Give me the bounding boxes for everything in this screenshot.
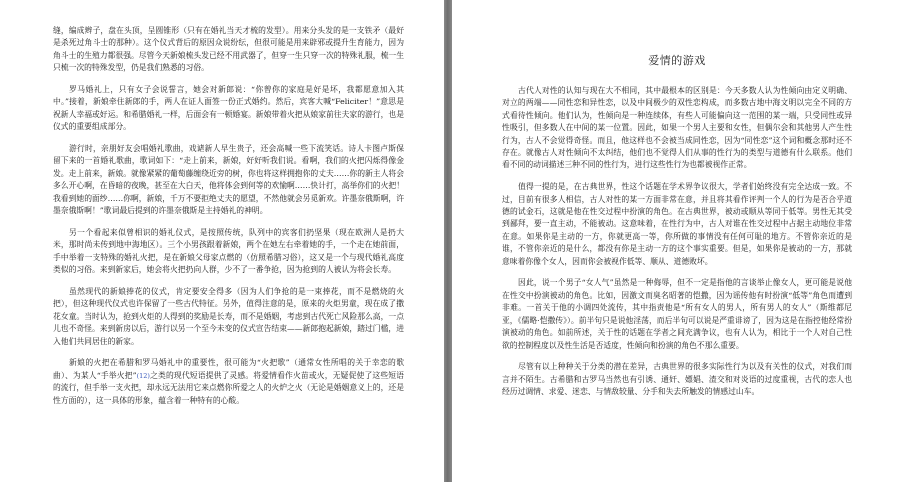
left-paragraph-4: 另一个看起来似曾相识的婚礼仪式，是按照传统，队列中的宾客们扔坚果（现在欧洲人是扔大米，那时尚未传到地中海地区）。三个小男孩跟着新娘，两个在她左右牵着她的手，一个走在她前面，手中举着一支特殊的婚礼火把，是在新娘父母家点燃的（仿照希腊习俗），这又是一个与现代婚礼高度类似的习俗。来到新家后，她会将火把扔向人群，少不了一番争抢，因为抢到的人被认为将会长寿。	[53, 227, 404, 275]
right-paragraph-3: 因此，说一个男子“女人气”虽然是一种侮辱，但不一定是指他的言谈举止像女人，更可能是说他在性交中扮演被动的角色。比如，因激文而臭名昭著的恺撒，因为谣传他有时扮演“低等”角色而遭到非难。一首关于他的小调四处流传，其中指责他是“所有女人的男人，所有男人的女人”（斯维都尼亚，《儒略·恺撒传》）。前半句只是说他淫荡，而后半句可以说是严重诽谤了，因为这是在指控他经常扮演被动的角色。如前所述，关于性的话题在学者之间充满争议，也有人认为，相比于一个人对自己性欲的控制程度以及性生活是否适度，性倾向和扮演的角色不那么重要。	[502, 278, 852, 350]
left-paragraph-3: 游行时，亲朋好友会唱婚礼歌曲，戏谑新人早生贵子，还会高喊一些下流笑话。诗人卡图卢斯保留下来的一首婚礼歌曲，歌词如下：“走上前来，新娘，好好听我们说。看啊，我们的火把闪烁得像金发。走上前来，新娘。就像紧紧的葡萄藤缠绕近旁的树，你也将这样拥抱你的丈夫……你的新主人将会多么开心啊，在昏暗的夜晚，甚至在大白天，他将体会到何等的欢愉啊……快计打，高举你们的火把！我看到她的面纱……你啊，新娘，千万不要拒绝丈夫的愿望，不然他就会另觅新欢。许墨奈俄斯啊，许墨奈俄斯啊！”歌词最后提到的许墨奈俄斯是主持婚礼的神明。	[53, 144, 404, 216]
right-paragraph-4: 尽管有以上种种关于分类的潜在差异，古典世界的很多实际性行为以及有关性的仪式，对我们而言并不陌生。古希腊和古罗马当然也有引诱、通奸、嫖娼、渣交和对炎语的过度重视，古代的恋人也经历过调情、求爱、迷恋、与情敌较量、分手和失去所触发的情感过山车。	[502, 362, 852, 397]
left-paragraph-1: 缝，编成辫子，盘在头顶，呈圆锥形（只有在婚礼当天才梳的发型）。用来分头发的是一支铁矛（最好是杀死过角斗士的那种）。这个仪式背后的原因众说纷纭，但很可能是用来辟邪或提升生育能力，因为角斗士的生殖力都很强。尽管今天新娘梳头发已经不用武器了，但穿一生只穿一次的特殊礼服，梳一生只梳一次的特殊发型，仍是我们熟悉的习俗。	[53, 26, 404, 73]
left-paragraph-6	[53, 357, 404, 407]
right-paragraph-2: 值得一提的是，在古典世界，性这个话题在学术界争议很大，学者们始终没有完全达成一致。不过，目前有很多人相信，古人对性的某一方面非常在意，并且将其看作评判一个人的行为是否合乎道德的试金石，这就是他在性交过程中扮演的角色。在古典世界，被动或顺从等同于低等。男性无其受到鄙拜，要一直主动，不能被动。这意味着，在性行为中，古人对谁在性交过程中占据主动地位非常在意。如果你是主动的一方，你就更高一等，你所做的事情没有任何可耻的地方。不管你亲近的是谁，不管你亲近的是什么，都没有你是主动一方的这个事实重要。但是，如果你是被动的一方，那就意味着你像个女人，因而你会被视作低等、顺从、道德败坏。	[502, 182, 852, 266]
page-spine-divider	[444, 0, 452, 482]
left-paragraph-6-before: 新娘的火把在希腊和罗马婚礼中的重要性，很可能为“火把歌”（通常女性所唱的关于幸恋的歌曲）、为某人“手举火把”	[53, 358, 404, 380]
right-paragraph-1: 古代人对性的认知与现在大不相同，其中最根本的区别是：今天多数人认为性倾向由定义明确、对立的两端——同性恋和异性恋，以及中间极少的双性恋构成，而多数古地中海文明以完全不同的方式看待性倾向。他们认为，性倾向是一种连续体，有些人可能偏向这一范围的某一端，只受同性或异性吸引，但多数人在中间的某一位置。因此，如果一个男人主要和女性，但偶尔会和其他男人产生性行为，古人不会觉得奇怪。而且，他这样也不会被当成同性恋，因为“同性恋”这个词和概念那时还不存在。就像古人对性倾向不太纠结，他们也不觉得人们从事的性行为的类型与道德有什么联系。他们看不同的动词描述三种不同的性行为，进行这些性行为也都被视作正常。	[502, 86, 852, 170]
footnote-ref-link[interactable]: (12)	[136, 371, 150, 380]
right-page	[452, 0, 899, 482]
chapter-title: 爱情的游戏	[648, 54, 706, 67]
left-paragraph-6-after: 之类的现代短语提供了灵感。将爱情看作火苗或火，无疑促使了这些短语的流行，但手举一支火把，却永远无法用它来点燃你所爱之人的火炉之火（无论是婚姻意义上的，还是性方面的），这一具体的形象，蕴含着一种特有的心酸。	[53, 370, 404, 405]
left-paragraph-2: 罗马婚礼上，只有女子会说誓言，她会对新郎说：“你曾你的家庭是好是坏，我都愿意加入其中。”接着，新娘牵住新郎的手，两人在证人面签一份正式婚约。然后，宾客大喊“Feliciter！”意思是祝新人幸福或好运。和希腊婚礼一样，后面会有一顿婚宴。新娘带着火把从娘家前往夫家的游行，也是仪式的重要组成部分。	[53, 85, 404, 132]
left-paragraph-5: 虽然现代的新娘捧花的仪式，肯定要安全得多（因为人们争抢的是一束捧花，而不是燃烧的火把），但这种现代仪式也许保留了一些古代特征。另外，值得注意的是，原来的火炬男童，现在成了撒花女童。当时认为，抢到火炬的人得到的奖励是长寿，而不是婚姻，考虑到古代死亡风险那么高，一点儿也不奇怪。来到新房以后，游行以另一个至今未变的仪式宣告结束——新郎抱起新娘，踏过门槛，进入他们共同居住的新家。	[53, 286, 404, 346]
left-page	[0, 0, 444, 482]
